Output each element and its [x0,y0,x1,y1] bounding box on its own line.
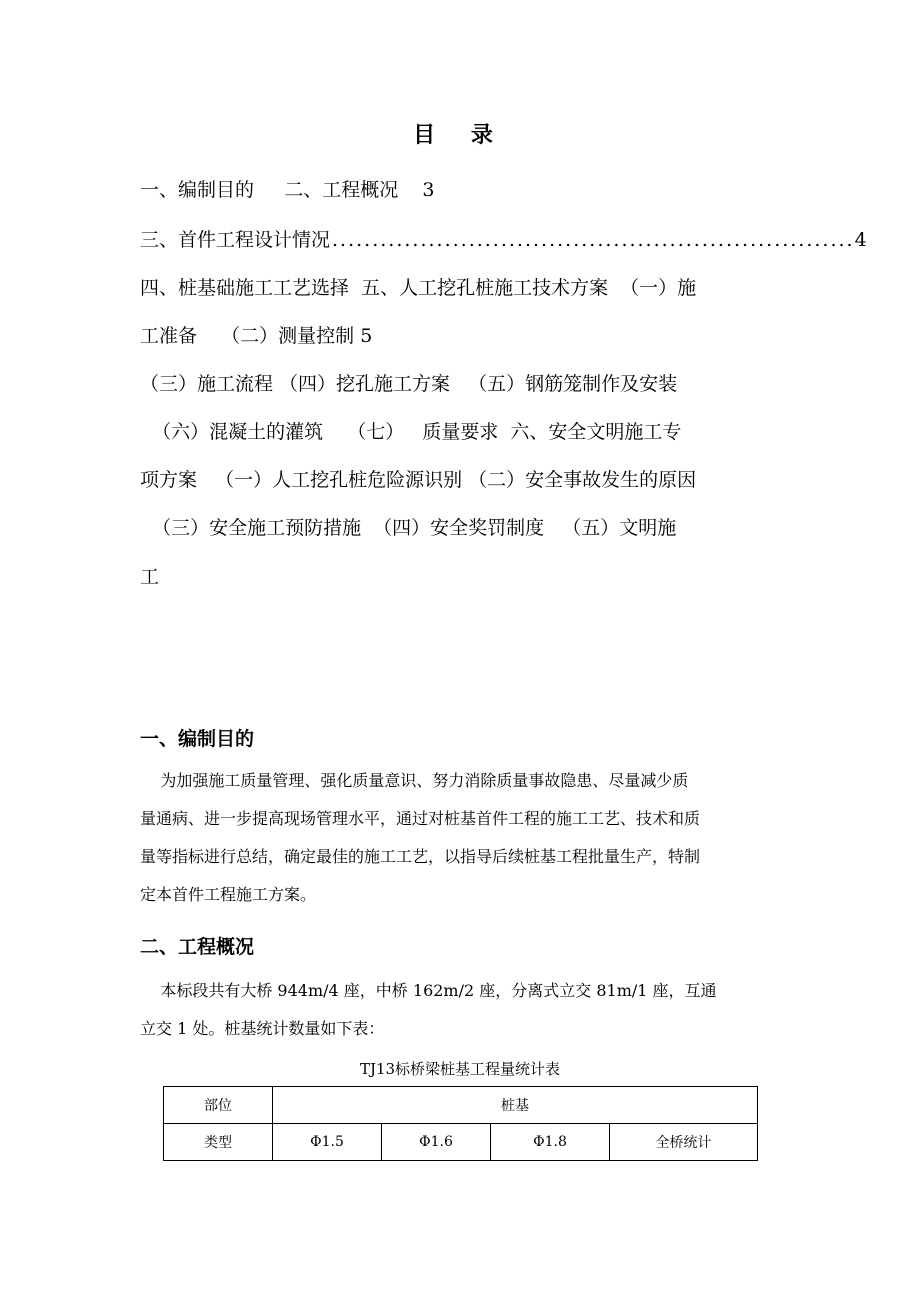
paragraph-line: 量通病、进一步提高现场管理水平，通过对桩基首件工程的施工工艺、技术和质 [140,809,701,828]
table-cell: 全桥统计 [610,1124,758,1161]
paragraph-line: 为加强施工质量管理、强化质量意识、努力消除质量事故隐患、尽量减少质 [140,771,689,790]
toc-line: 工准备 （二）测量控制 5 [140,325,373,347]
paragraph-line: 量等指标进行总结，确定最佳的施工工艺，以指导后续桩基工程批量生产，特制 [140,847,701,866]
table-cell: 类型 [164,1124,273,1161]
toc-line: （六）混凝土的灌筑 （七） 质量要求 六、安全文明施工专 [140,421,682,443]
toc-line: 项方案 （一）人工挖孔桩危险源识别 （二）安全事故发生的原因 [140,469,697,491]
toc-entry-page: 4 [854,229,867,251]
toc-title: 目 录 [413,122,507,148]
section-heading: 一、编制目的 [140,728,255,750]
table-row [164,1124,758,1161]
table-row [164,1087,758,1124]
pile-quantity-table [163,1086,758,1161]
toc-line: 四、桩基础施工工艺选择 五、人工挖孔桩施工技术方案 （一）施 [140,277,697,299]
table-cell: 桩基 [273,1087,758,1124]
table-cell: Φ1.5 [273,1124,382,1161]
table-cell: Φ1.8 [491,1124,610,1161]
toc-entry-label: 三、首件工程设计情况 [140,229,331,251]
table-cell: Φ1.6 [382,1124,491,1161]
table-cell: 部位 [164,1087,273,1124]
paragraph-line: 立交 1 处。桩基统计数量如下表： [140,1019,385,1038]
section-heading: 二、工程概况 [140,936,255,958]
toc-line: （三）施工流程 （四）挖孔施工方案 （五）钢筋笼制作及安装 [140,373,678,395]
toc-line: 工 [140,566,160,588]
toc-line: （三）安全施工预防措施 （四）安全奖罚制度 （五）文明施 [140,517,677,539]
paragraph-line: 本标段共有大桥 944m/4 座，中桥 162m/2 座，分离式立交 81m/1 座，互通 [140,981,717,1000]
toc-line: 一、编制目的 二、工程概况 3 [140,179,435,201]
table-caption: TJ13标桥梁桩基工程量统计表 [359,1060,561,1078]
toc-dotted-entry [140,228,867,253]
toc-leader-dots: ................................................................. [332,229,855,251]
paragraph-line: 定本首件工程施工方案。 [140,885,317,904]
